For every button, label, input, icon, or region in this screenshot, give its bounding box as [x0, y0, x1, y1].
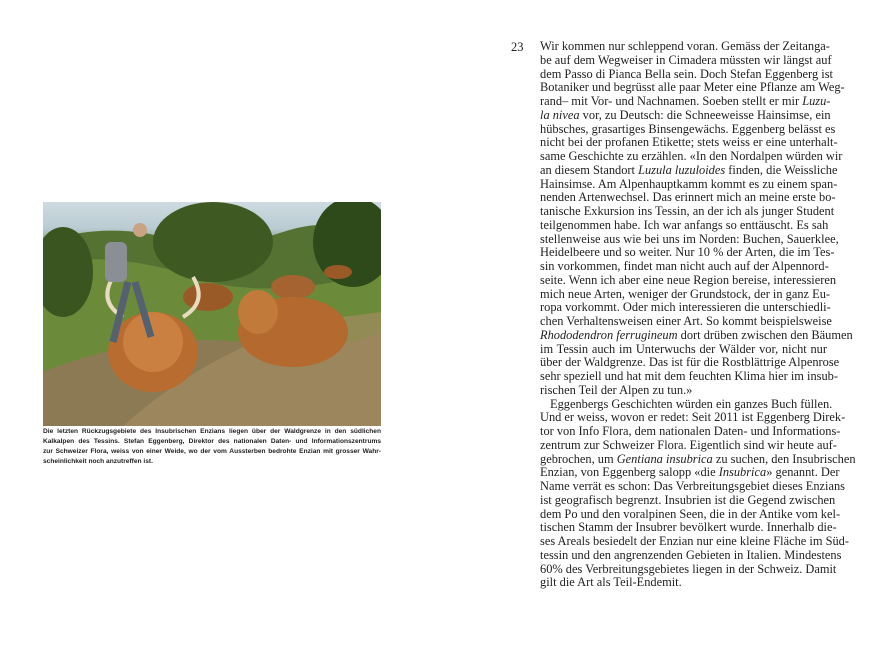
text-segment: hübsches, grasartiges Binsengewächs. Eggenberg belässt es	[540, 121, 836, 136]
caption-line: Die letzten Rückzugsgebiete des Insubrischen Enzians liegen über der Waldgrenze in den südlichen	[43, 428, 381, 435]
page-number: 23	[511, 40, 524, 54]
text-segment: ist geografisch begrenzt. Insubrien ist die Gegend zwischen	[540, 492, 836, 507]
text-segment: same Geschichte zu erzählen. «In den Nordalpen würden wir	[540, 149, 843, 163]
text-line	[540, 286, 831, 302]
italic-term: Rhododendron ferrugineum	[540, 327, 678, 342]
text-line	[540, 465, 840, 480]
text-segment: finden, die Weissliche	[725, 162, 838, 177]
text-line	[540, 327, 853, 343]
text-line	[540, 149, 843, 164]
text-line	[540, 135, 838, 150]
text-line	[540, 204, 835, 219]
text-line	[540, 424, 841, 439]
text-segment: Eggenbergs Geschichten würden ein ganzes Buch füllen.	[550, 396, 833, 411]
photo-caption	[43, 427, 381, 467]
text-line	[540, 245, 835, 260]
italic-term: Gentiana insubrica	[616, 451, 713, 466]
text-line	[540, 219, 827, 233]
italic-term: la nivea	[540, 107, 580, 122]
text-segment: Enzian, von Eggenberg salopp «die	[540, 465, 719, 480]
text-line	[540, 384, 827, 398]
text-line	[540, 107, 831, 123]
text-segment: rischen Teil der Alpen zu tun.»	[540, 382, 693, 397]
text-segment: tanische Exkursion ins Tessin, an der ich als junger Student	[540, 204, 835, 218]
text-line	[540, 300, 831, 315]
text-line	[540, 343, 827, 357]
italic-term: Luzula luzuloides	[638, 162, 726, 177]
text-segment: dem Po und den voralpinen Seen, die in der Antike vom kel-	[540, 506, 841, 521]
text-line	[540, 437, 837, 453]
text-line	[540, 260, 827, 274]
text-line	[540, 121, 836, 137]
body-text	[540, 39, 856, 590]
text-line	[540, 162, 838, 178]
text-segment: an diesem Standort	[540, 162, 639, 177]
text-line	[540, 410, 846, 425]
text-segment: rand– mit Vor- und Nachnamen. Soeben stellt er mir	[540, 94, 803, 108]
text-line	[540, 534, 849, 549]
text-line	[540, 39, 830, 54]
photo-highland-cattle-hiker	[43, 202, 381, 426]
text-line	[540, 520, 837, 535]
text-line	[540, 506, 841, 522]
text-segment: nicht bei der profanen Etikette; stets weiss er eine unterhalt-	[540, 135, 838, 150]
text-segment: nenden Artenwechsel. Das erinnert mich an meine erste bo-	[540, 190, 836, 205]
text-segment: im Tessin auch im Unterwuchs der Wälder vor, nicht nur	[540, 341, 827, 356]
text-segment: vor, zu Deutsch: die Schneeweisse Hainsimse, ein	[579, 107, 831, 122]
text-segment: teilgenommen habe. Ich war anfangs so enttäuscht. Es sah	[540, 217, 829, 232]
text-segment: zu suchen, den Insubrischen	[712, 451, 856, 466]
text-segment: gilt die Art als Teil-Endemit.	[540, 575, 682, 590]
text-segment: gebrochen, um	[540, 451, 617, 466]
text-line	[540, 576, 827, 590]
text-line	[540, 66, 833, 82]
text-segment: mich neue Arten, weniger der Grundstock, der in ganz Eu-	[540, 286, 831, 301]
text-line	[540, 355, 840, 370]
text-segment: dem Passo di Pianca Bella sein. Doch Stefan Eggenberg ist	[540, 66, 833, 81]
text-segment: 60% des Verbreitungsgebietes liegen in der Schweiz. Damit	[540, 561, 837, 576]
caption-line: Kalkalpen des Tessins. Stefan Eggenberg, Direktor des nationalen Daten- und Informationszentrums	[43, 438, 381, 445]
text-line	[540, 547, 842, 563]
text-segment: be auf dem Wegweiser in Cimadera müssten wir längst auf	[540, 52, 832, 67]
text-segment: ropa vorkommt. Oder mich interessieren die unterschiedli-	[540, 300, 831, 315]
text-segment: » genannt. Der	[766, 465, 840, 480]
text-line	[540, 52, 832, 68]
text-line	[540, 451, 856, 467]
text-line	[540, 479, 845, 494]
text-line	[540, 190, 836, 205]
text-segment: tischen Stamm der Insubrer bevölkert wurde. Innerhalb die-	[540, 520, 837, 535]
text-line	[540, 272, 837, 288]
caption-line: scheinlichkeit noch anzutreffen ist.	[43, 458, 153, 465]
text-line	[540, 80, 845, 95]
text-line	[540, 396, 833, 412]
text-line	[540, 314, 832, 329]
text-segment: Wir kommen nur schleppend voran. Gemäss der Zeitanga-	[540, 39, 830, 53]
text-segment: seite. Wenn ich aber eine neue Region bereise, interessieren	[540, 272, 837, 287]
text-line	[540, 492, 836, 508]
text-segment: sehr speziell und hat mit dem feuchten Klima hier im insub-	[540, 369, 838, 383]
text-line	[540, 561, 837, 577]
text-line	[540, 231, 839, 247]
text-segment: über der Waldgrenze. Das ist für die Rostblättrige Alpenrose	[540, 355, 840, 370]
text-line	[540, 176, 838, 192]
text-segment: sin vorkommen, findet man nicht auch auf der Alpennord-	[540, 259, 829, 273]
text-segment: stellenweise aus wie bei uns im Norden: Buchen, Sauerklee,	[540, 231, 839, 246]
italic-term: Insubrica	[718, 465, 767, 480]
text-segment: zentrum zur Schweizer Flora. Eigentlich sind wir heute auf-	[540, 437, 837, 452]
text-segment: chen Verhaltensweisen einer Art. So kommt beispielsweise	[540, 314, 832, 328]
text-segment: ses Areals besiedelt der Enzian nur eine kleine Fläche im Süd-	[540, 534, 849, 548]
text-line	[540, 94, 831, 109]
text-line	[540, 369, 838, 384]
italic-term: Luzu-	[802, 94, 831, 108]
text-segment: Heidelbeere und so weiter. Nur 10 % der Arten, die im Tes-	[540, 245, 835, 260]
text-segment: Name verrät es schon: Das Verbreitungsgebiet dieses Enzians	[540, 479, 845, 493]
text-segment: Hainsimse. Am Alpenhauptkamm kommt es zu einem span-	[540, 176, 838, 191]
text-segment: tessin und den angrenzenden Gebieten in Italien. Mindestens	[540, 547, 842, 562]
caption-line: zur Schweizer Flora, weiss von einer Weide, wo der vom Aussterben bedrohte Enzian mit grosser Wahr-	[43, 448, 381, 455]
text-segment: Und er weiss, wovon er redet: Seit 2011 ist Eggenberg Direk-	[540, 410, 846, 425]
text-segment: dort drüben zwischen den Bäumen	[677, 327, 853, 342]
text-segment: tor von Info Flora, dem nationalen Daten- und Informations-	[540, 424, 841, 438]
text-segment: Botaniker und begrüsst alle paar Meter eine Pflanze am Weg-	[540, 80, 845, 95]
